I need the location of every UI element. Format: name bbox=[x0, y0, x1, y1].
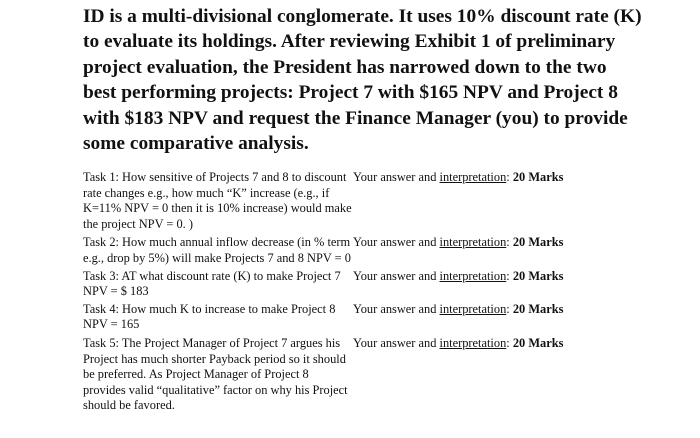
task-answer-label bbox=[353, 302, 643, 318]
answer-colon: : bbox=[506, 301, 510, 316]
task-list bbox=[83, 170, 643, 414]
interpretation-label: interpretation bbox=[439, 335, 507, 350]
marks-label: 20 Marks bbox=[512, 335, 564, 350]
task-description: Task 5: The Project Manager of Project 7 argues his Project has much shorter Payback period so it should be preferred. As Project Manager of Project 8 provides valid “qualitative” factor on why his Project should be favored. bbox=[83, 335, 348, 413]
task-answer-label bbox=[353, 269, 643, 285]
interpretation-label: interpretation bbox=[439, 301, 507, 316]
marks-label: 20 Marks bbox=[512, 301, 564, 316]
answer-prefix: Your answer and bbox=[353, 235, 437, 250]
answer-colon: : bbox=[506, 268, 510, 283]
task-answer-label bbox=[353, 235, 643, 251]
answer-prefix: Your answer and bbox=[353, 268, 437, 283]
task-row bbox=[83, 170, 643, 232]
interpretation-label: interpretation bbox=[439, 235, 507, 250]
marks-label: 20 Marks bbox=[512, 268, 564, 283]
task-row bbox=[83, 269, 643, 300]
task-answer-label bbox=[353, 170, 643, 186]
task-description: Task 2: How much annual inflow decrease (in % term e.g., drop by 5%) will make Projects 7 and 8 NPV = 0 bbox=[83, 235, 351, 265]
answer-colon: : bbox=[506, 170, 510, 184]
interpretation-label: interpretation bbox=[439, 170, 507, 184]
answer-prefix: Your answer and bbox=[353, 301, 437, 316]
task-row bbox=[83, 336, 643, 414]
task-row bbox=[83, 235, 643, 266]
marks-label: 20 Marks bbox=[512, 235, 564, 250]
marks-label: 20 Marks bbox=[512, 170, 564, 184]
task-description: Task 1: How sensitive of Projects 7 and 8 to discount rate changes e.g., how much “K” increase (e.g., if K=11% NPV = 0 then it is 10% increase) would make the project NPV = 0. ) bbox=[83, 170, 352, 231]
task-description: Task 3: AT what discount rate (K) to make Project 7 NPV = $ 183 bbox=[83, 268, 341, 299]
task-description: Task 4: How much K to increase to make Project 8 NPV = 165 bbox=[83, 301, 336, 332]
interpretation-label: interpretation bbox=[439, 268, 507, 283]
answer-prefix: Your answer and bbox=[353, 170, 437, 184]
answer-colon: : bbox=[506, 235, 510, 250]
task-answer-label bbox=[353, 336, 643, 352]
answer-colon: : bbox=[506, 335, 510, 350]
answer-prefix: Your answer and bbox=[353, 335, 437, 350]
intro-paragraph: ID is a multi-divisional conglomerate. It uses 10% discount rate (K) to evaluate its holdings. After reviewing Exhibit 1 of preliminary project evaluation, the President has narrowed down to the two best performing projects: Project 7 with $165 NPV and Project 8 with $183 NPV and request the Finance Manager (you) to provide some comparative analysis. bbox=[83, 6, 642, 155]
task-row bbox=[83, 302, 643, 333]
